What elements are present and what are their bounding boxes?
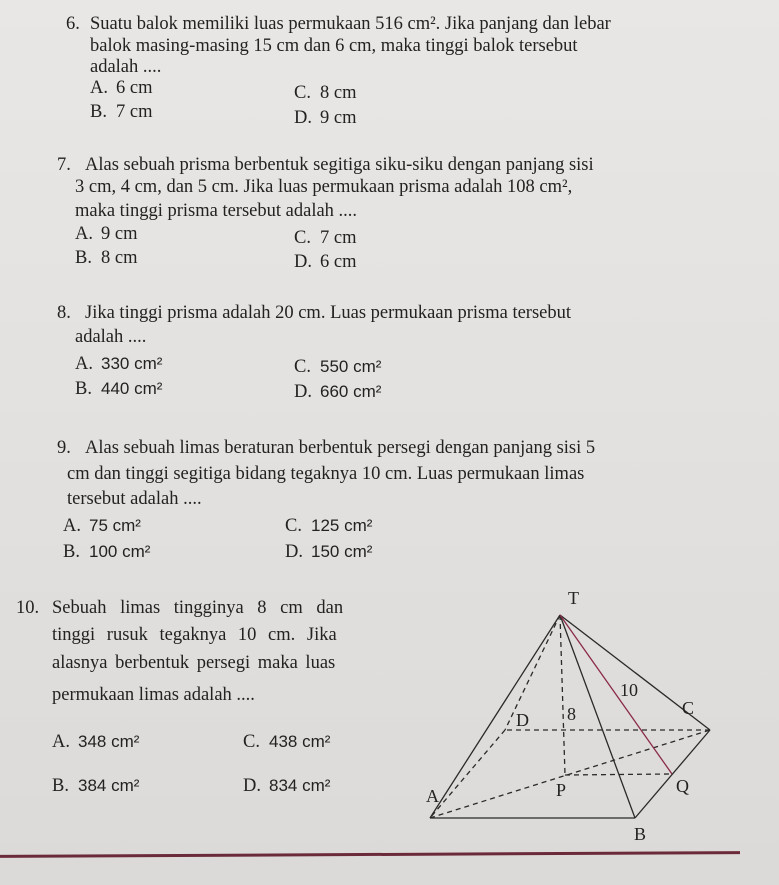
option-label: D. bbox=[294, 108, 312, 128]
slant-label: 10 bbox=[620, 680, 638, 700]
option-label: C. bbox=[294, 357, 311, 377]
option-label: B. bbox=[75, 248, 92, 268]
edge-td bbox=[505, 615, 560, 730]
question-text-line: alasnya berbentuk persegi maka luas bbox=[52, 653, 336, 673]
option-text: 440 cm² bbox=[101, 379, 163, 398]
question-text-line: Suatu balok memiliki luas permukaan 516 cm². Jika panjang dan lebar bbox=[90, 14, 611, 34]
option-text: 438 cm² bbox=[269, 732, 331, 751]
option-label: D. bbox=[294, 382, 312, 402]
label-t: T bbox=[568, 588, 579, 608]
option-label: B. bbox=[52, 776, 69, 796]
option-label: C. bbox=[294, 228, 311, 248]
option-text: 6 cm bbox=[320, 252, 357, 272]
option-c[interactable] bbox=[243, 730, 330, 754]
option-label: B. bbox=[75, 379, 92, 399]
option-text: 348 cm² bbox=[78, 732, 140, 751]
question-number: 6. bbox=[66, 14, 80, 34]
label-a: A bbox=[426, 786, 439, 806]
question-text-line: Sebuah limas tingginya 8 cm dan bbox=[52, 598, 344, 618]
option-text: 8 cm bbox=[320, 83, 357, 103]
option-label: A. bbox=[52, 732, 70, 752]
bottom-divider bbox=[0, 851, 740, 858]
question-text-line: tersebut adalah .... bbox=[67, 489, 202, 509]
slant-tq bbox=[560, 615, 672, 774]
option-text: 75 cm² bbox=[89, 516, 141, 535]
option-text: 660 cm² bbox=[320, 382, 382, 401]
question-text-line: adalah .... bbox=[75, 327, 147, 347]
option-label: A. bbox=[75, 224, 93, 244]
option-label: D. bbox=[243, 776, 261, 796]
option-label: D. bbox=[294, 252, 312, 272]
option-label: C. bbox=[285, 516, 302, 536]
question-text-line: Alas sebuah limas beraturan berbentuk persegi dengan panjang sisi 5 bbox=[85, 438, 596, 458]
label-d: D bbox=[516, 710, 529, 730]
question-number: 10. bbox=[16, 598, 40, 618]
label-q: Q bbox=[676, 776, 689, 796]
option-label: A. bbox=[90, 78, 108, 98]
option-label: C. bbox=[294, 83, 311, 103]
label-b: B bbox=[634, 824, 647, 844]
question-number: 7. bbox=[57, 155, 71, 175]
edge-ta bbox=[430, 615, 560, 818]
option-text: 6 cm bbox=[116, 78, 153, 98]
question-number: 8. bbox=[57, 303, 71, 323]
option-label: D. bbox=[285, 542, 303, 562]
option-text: 7 cm bbox=[116, 102, 153, 122]
option-text: 834 cm² bbox=[269, 776, 331, 795]
question-10 bbox=[0, 0, 420, 800]
option-text: 125 cm² bbox=[311, 516, 373, 535]
label-p: P bbox=[556, 780, 567, 800]
option-text: 8 cm bbox=[101, 248, 138, 268]
question-text-line: Jika tinggi prisma adalah 20 cm. Luas permukaan prisma tersebut bbox=[85, 303, 572, 323]
question-text-line: tinggi rusuk tegaknya 10 cm. Jika bbox=[52, 625, 337, 645]
question-text-line: permukaan limas adalah .... bbox=[52, 685, 255, 705]
pyramid-figure bbox=[420, 580, 720, 850]
height-tp bbox=[560, 615, 565, 775]
question-text-line: adalah .... bbox=[90, 57, 162, 77]
option-label: B. bbox=[63, 542, 80, 562]
option-text: 550 cm² bbox=[320, 357, 382, 376]
option-label: A. bbox=[63, 516, 81, 536]
option-label: A. bbox=[75, 354, 93, 374]
option-d[interactable] bbox=[243, 774, 330, 798]
option-text: 100 cm² bbox=[89, 542, 151, 561]
question-text-line: maka tinggi prisma tersebut adalah .... bbox=[75, 201, 358, 221]
question-text-line: 3 cm, 4 cm, dan 5 cm. Jika luas permukaan prisma adalah 108 cm², bbox=[75, 177, 573, 197]
option-text: 7 cm bbox=[320, 228, 357, 248]
option-text: 150 cm² bbox=[311, 542, 373, 561]
option-b[interactable] bbox=[52, 774, 139, 798]
option-text: 9 cm bbox=[320, 108, 357, 128]
option-text: 384 cm² bbox=[78, 776, 140, 795]
edge-da bbox=[430, 730, 505, 818]
question-text-line: Alas sebuah prisma berbentuk segitiga siku-siku dengan panjang sisi bbox=[85, 155, 594, 175]
option-text: 330 cm² bbox=[101, 354, 163, 373]
option-label: C. bbox=[243, 732, 260, 752]
option-a[interactable] bbox=[52, 730, 139, 754]
height-label: 8 bbox=[567, 704, 576, 724]
question-number: 9. bbox=[57, 438, 71, 458]
question-text-line: cm dan tinggi segitiga bidang tegaknya 10 cm. Luas permukaan limas bbox=[67, 464, 585, 484]
option-label: B. bbox=[90, 102, 107, 122]
question-text-line: balok masing-masing 15 cm dan 6 cm, maka tinggi balok tersebut bbox=[90, 36, 578, 56]
option-text: 9 cm bbox=[101, 224, 138, 244]
label-c: C bbox=[682, 698, 695, 718]
